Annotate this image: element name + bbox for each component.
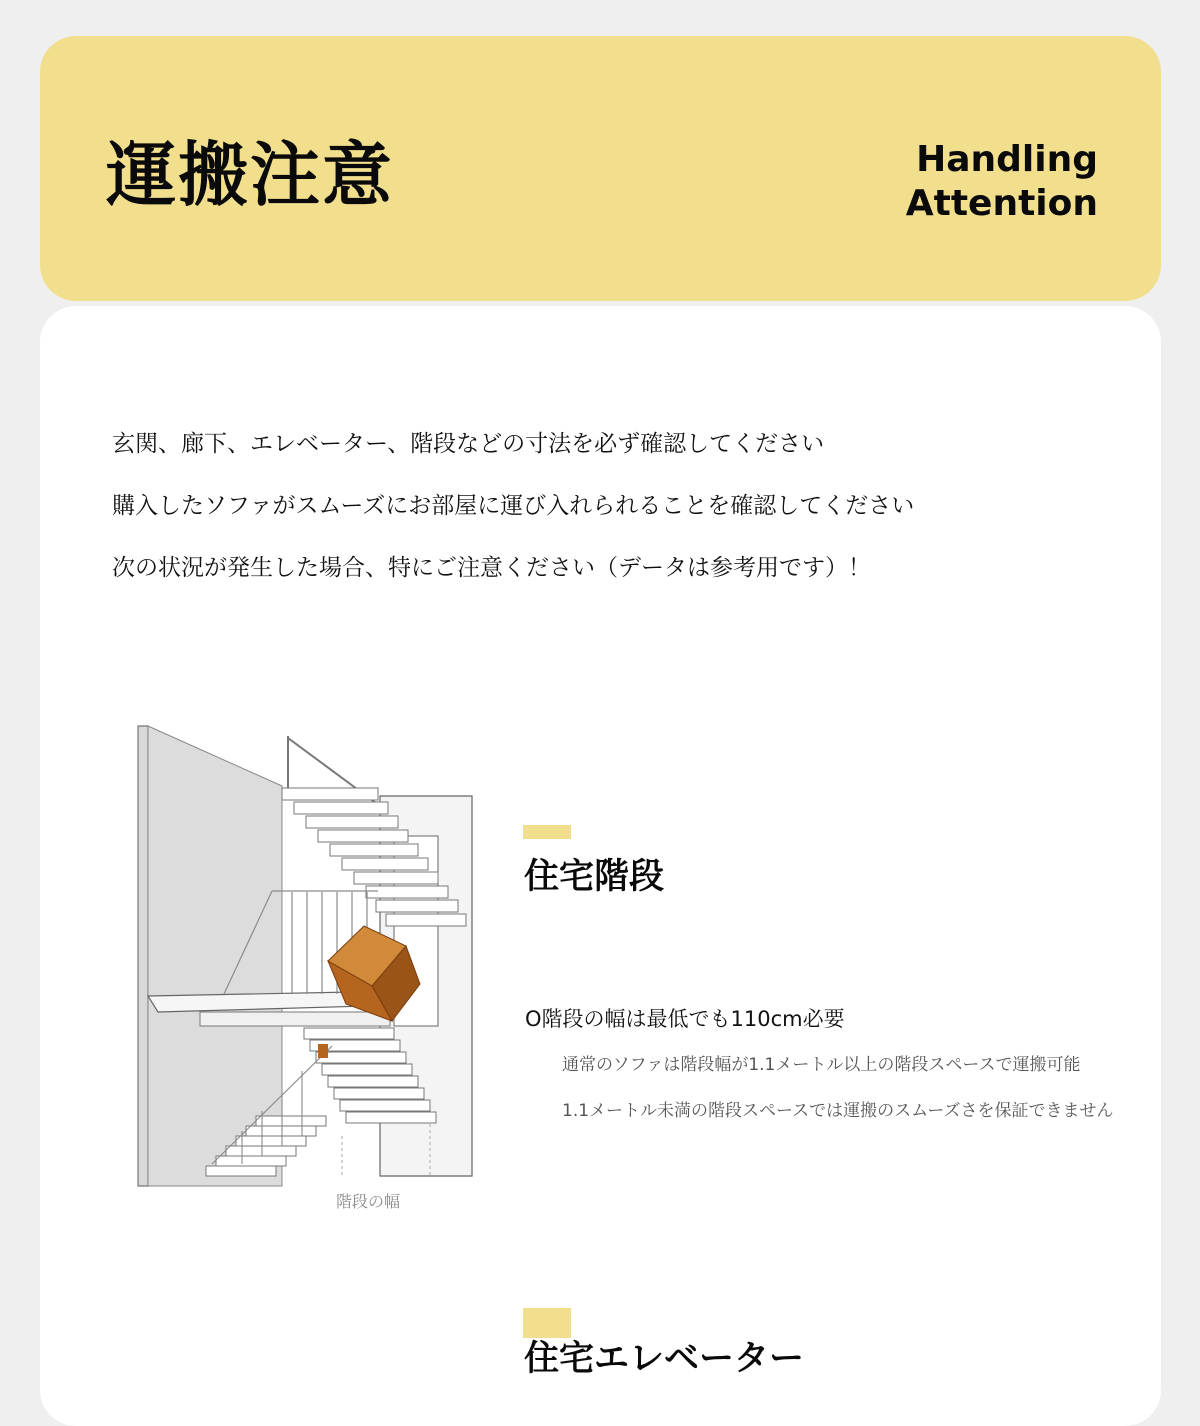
intro-line-2: 購入したソファがスムーズにお部屋に運び入れられることを確認してください — [112, 493, 915, 519]
staircase-illustration — [132, 716, 492, 1226]
stairs-note-1: 通常のソファは階段幅が1.1メートル以上の階段スペースで運搬可能 — [562, 1055, 1081, 1075]
intro-line-3: 次の状況が発生した場合、特にご注意ください（データは参考用です）！ — [112, 555, 871, 581]
section-title-elevator: 住宅エレベーター — [524, 1339, 805, 1379]
page-subtitle-en — [906, 138, 1098, 226]
subtitle-line-2: Attention — [905, 183, 1098, 224]
stairs-note-2: 1.1メートル未満の階段スペースでは運搬のスムーズさを保証できません — [562, 1101, 1114, 1121]
intro-text — [112, 432, 914, 618]
stairs-requirement: O階段の幅は最低でも110cm必要 — [525, 1007, 845, 1031]
subtitle-line-1: Handling — [916, 139, 1098, 180]
section-title-stairs: 住宅階段 — [524, 857, 665, 897]
content-card — [40, 306, 1161, 1426]
page-title: 運搬注意 — [106, 134, 394, 216]
intro-line-1: 玄関、廊下、エレベーター、階段などの寸法を必ず確認してください — [112, 431, 825, 457]
stair-width-label: 階段の幅 — [335, 1192, 401, 1211]
section-accent-bar — [523, 825, 571, 839]
header-banner — [40, 36, 1161, 301]
section-accent-bar — [523, 1308, 571, 1338]
